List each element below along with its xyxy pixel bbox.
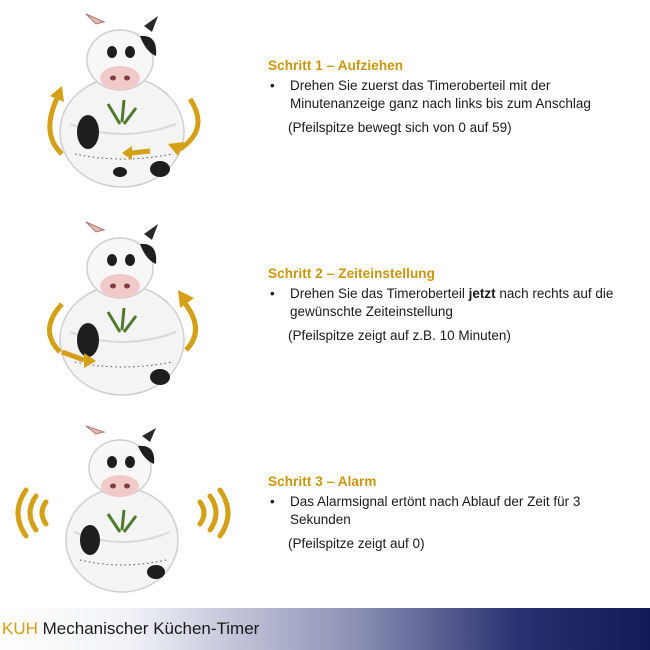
step-2-title: Schritt 2 – Zeiteinstellung xyxy=(268,266,435,281)
step-1-note: (Pfeilspitze bewegt sich von 0 auf 59) xyxy=(288,120,512,135)
footer-product-title: Mechanischer Küchen-Timer xyxy=(42,619,260,638)
step-1-section xyxy=(268,58,638,137)
step-2-bullet-after: nach rechts auf die gewünschte Zeiteinstellung xyxy=(290,286,614,319)
bullet-icon: • xyxy=(270,494,275,509)
step-3-bullet xyxy=(268,493,638,529)
step-1-bullet-text: Drehen Sie zuerst das Timeroberteil mit der Minutenanzeige ganz nach links bis zum Anschlag xyxy=(290,78,591,111)
footer-brand: KUH xyxy=(2,619,38,638)
step-2-note: (Pfeilspitze zeigt auf z.B. 10 Minuten) xyxy=(288,328,511,343)
step-3-section xyxy=(268,474,638,553)
step-3-note: (Pfeilspitze zeigt auf 0) xyxy=(288,536,425,551)
step-3-title: Schritt 3 – Alarm xyxy=(268,474,377,489)
step-3-bullet-text: Das Alarmsignal ertönt nach Ablauf der Zeit für 3 Sekunden xyxy=(290,494,581,527)
bullet-icon: • xyxy=(270,286,275,301)
cow-timer-illustration-step-1 xyxy=(0,4,250,194)
step-2-bullet-text xyxy=(290,285,638,321)
step-2-section xyxy=(268,266,638,345)
footer-bar xyxy=(0,608,650,650)
step-1-title: Schritt 1 – Aufziehen xyxy=(268,58,404,73)
cow-timer-illustration-step-2 xyxy=(0,212,250,402)
footer-title-line xyxy=(2,619,259,639)
bullet-icon: • xyxy=(270,78,275,93)
step-2-bullet-emphasis: jetzt xyxy=(468,286,496,301)
step-2-bullet xyxy=(268,285,638,321)
step-2-bullet-before: Drehen Sie das Timeroberteil xyxy=(290,286,469,301)
cow-timer-illustration-step-3 xyxy=(0,418,250,608)
step-1-bullet xyxy=(268,77,638,113)
